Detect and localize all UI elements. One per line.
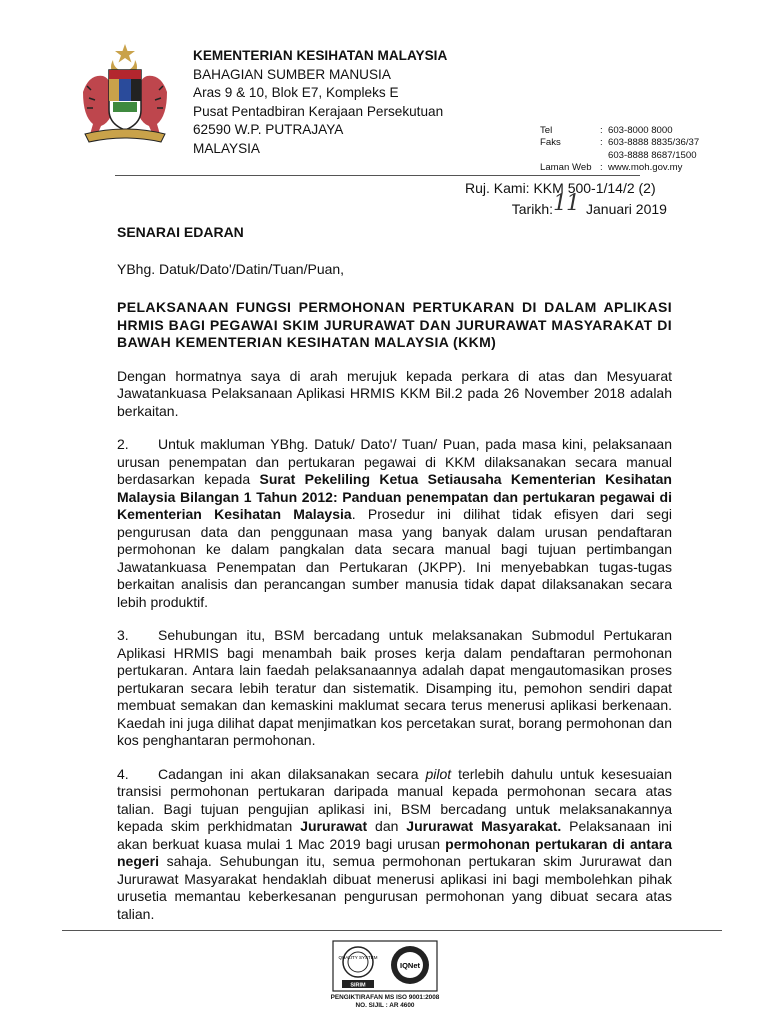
pilot-term: pilot [425,765,452,782]
paragraph-text: dan [367,818,407,834]
interstate-transfer-term: permohonan pertukaran di antara negeri [117,835,672,869]
contact-fax-2 [540,150,699,162]
paragraph-number: 2. [117,436,129,452]
contact-value: www.moh.gov.my [608,162,683,174]
contact-separator: : [600,137,603,149]
contact-separator [600,150,608,162]
quality-text: QUALITY SYSTEM [338,955,378,960]
header-divider [115,175,640,176]
our-reference: Ruj. Kami: KKM 500-1/14/2 (2) [465,180,656,196]
paragraph-text: Sehubungan itu, BSM bercadang untuk melaksanakan Submodul Pertukaran Aplikasi HRMIS bagi menambah baik proses kerja dalam pendaftaran permohonan pertukaran. Antara lain faedah pelaksanaannya adalah dapat mengautomasikan proses pertukaran secara lebih teratur dan sistematik. Disamping itu, pemohon sendiri dapat membuat semakan dan kemaskini maklumat secara terus menerusi aplikasi berkenaan. Kaedah ini juga dilihat dapat menjimatkan kos percetakan surat, borang permohonan dan kos penghantaran permohonan. [117,627,672,748]
letter-body [117,224,672,923]
contact-label [540,150,600,162]
contact-fax [540,137,699,149]
paragraph-text: Pelaksanaan ini akan berkuat kuasa mulai 1 Mac 2019 bagi urusan [117,818,673,852]
footer-divider [62,930,722,931]
certificate-number: NO. SIJIL : AR 4600 [355,1001,415,1009]
contact-label: Faks [540,137,561,149]
paragraph-3 [117,627,672,750]
paragraph-number: 3. [117,627,129,643]
address-line-2: Pusat Pentadbiran Kerajaan Persekutuan [193,103,444,119]
letterhead-organisation [193,47,447,159]
paragraph-text: terlebih dahulu untuk kesesuaian transisi permohonan pertukaran daripada manual kepada permohonan secara atas talian. Bagi tujuan pengujian aplikasi ini, BSM bercadang untuk melaksanakannya kepada skim perkhidmatan [117,765,673,834]
division-name: BAHAGIAN SUMBER MANUSIA [193,66,391,82]
contact-value: 603-8000 8000 [608,125,673,136]
salutation: YBhg. Datuk/Dato'/Datin/Tuan/Puan, [117,260,345,277]
paragraph-text: Untuk makluman YBhg. Datuk/ Dato'/ Tuan/ Puan, pada masa kini, pelaksanaan urusan penempatan dan pertukaran pegawai di KKM dilaksanakan secara manual berdasarkan kepada [117,436,672,487]
contact-label: Laman Web [540,162,592,174]
contact-value: 603-8888 8687/1500 [608,149,697,161]
sirim-text: SIRIM [350,982,366,989]
paragraph-text: . Prosedur ini dilihat tidak efisyen dari segi pengurusan data dan penggunaan masa yang banyak dalam urusan pendaftaran permohonan ke dalam pangkalan data secara manual bagi tujuan pertimbangan Jawatankuasa Penempatan dan Pertukaran (JKPP). Ini menyebabkan tugas-tugas berkaitan analisis dan perancangan sumber manusia tidak dapat dilaksanakan secara lebih produktif. [117,506,672,610]
date-month-year: Januari 2019 [586,201,667,217]
contact-web [540,162,699,174]
iqnet-text: IQNet [399,961,421,970]
letter-subject: PELAKSANAAN FUNGSI PERMOHONAN PERTUKARAN DI DALAM APLIKASI HRMIS BAGI PEGAWAI SKIM JURURAWAT DAN JURURAWAT MASYARAKAT DI BAWAH KEMENTERIAN KESIHATAN MALAYSIA (KKM) [117,299,672,350]
handwritten-day: 11 [553,191,579,216]
contact-value: 603-8888 8835/36/37 [608,137,700,149]
paragraph-2 [117,436,672,611]
ministry-name: KEMENTERIAN KESIHATAN MALAYSIA [193,48,448,63]
address-country: MALAYSIA [193,140,260,156]
coat-of-arms-logo [75,42,175,147]
recipients-heading: SENARAI EDARAN [117,224,244,240]
address-line-1: Aras 9 & 10, Blok E7, Kompleks E [193,85,399,101]
paragraph-number: 4. [117,765,129,782]
contact-label: Tel [540,125,553,136]
date-label: Tarikh: [511,201,553,217]
contact-separator: : [600,162,603,174]
paragraph-1: Dengan hormatnya saya di arah merujuk kepada perkara di atas dan Mesyuarat Jawatankuasa Pelaksanaan Aplikasi HRMIS KKM Bil.2 pada 26 November 2018 adalah berkaitan. [117,367,672,419]
certification-logos [332,940,438,992]
contact-tel [540,125,699,137]
scheme-jururawat-masyarakat: Jururawat Masyarakat. [406,818,562,834]
circular-reference: Surat Pekeliling Ketua Setiausaha Kementerian Kesihatan Malaysia Bilangan 1 Tahun 2012: Panduan penempatan dan pertukaran pegawai di Kementerian Kesihatan Malaysia [117,471,672,522]
scheme-jururawat: Jururawat [300,818,368,834]
iso-recognition: PENGIKTIRAFAN MS ISO 9001:2008 [330,994,440,1001]
iqnet-logo [391,946,429,984]
address-postcode: 62590 W.P. PUTRAJAYA [193,122,344,138]
contact-separator: : [600,125,603,136]
paragraph-text: Cadangan ini akan dilaksanakan secara [158,765,426,782]
paragraph-4 [117,766,672,924]
certification-caption [300,994,470,1009]
contact-details [540,125,699,175]
paragraph-text: sahaja. Sehubungan itu, semua permohonan pertukaran skim Jururawat dan Jururawat Masyarakat hendaklah dibuat menerusi aplikasi ini bagi membolehkan pihak urusetia memantau keberkesanan pengurusan permohonan yang dibuat secara atas talian. [117,853,672,922]
